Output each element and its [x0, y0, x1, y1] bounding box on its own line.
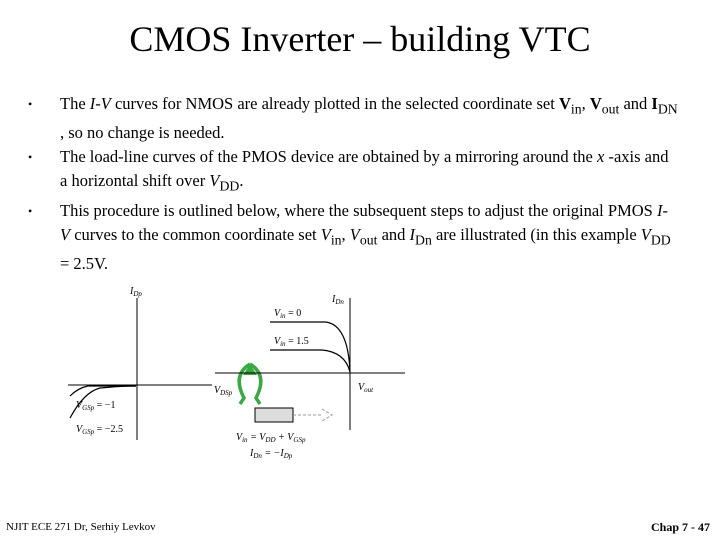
bullet-text: . [239, 171, 244, 191]
bullet-text: , [581, 94, 590, 113]
bullet-text: -axis and a horizontal shift over [60, 147, 669, 191]
bullet-text: V [558, 94, 571, 113]
bullet-text: V [349, 224, 360, 244]
shift-arrow [255, 408, 332, 422]
nmos-panel [215, 294, 405, 430]
mirror-arrow [239, 364, 261, 404]
bullet-text: and [377, 224, 410, 244]
nmos-x-axis-label: $V_{out}$ [358, 382, 374, 394]
bullet-text: curves to the common coordinate set [70, 224, 321, 244]
bullet-text: curves for NMOS are already plotted in the selected coordinate set [110, 94, 559, 113]
bullet-text: I [651, 94, 658, 113]
nmos-curve-label-1: $V_{in} = 0$ [274, 308, 302, 320]
bullet-text: out [601, 101, 620, 117]
bullet-text: x [597, 147, 605, 167]
bullet-text: I-V [89, 94, 111, 113]
nmos-y-axis-label: $I_{Dn}$ [332, 294, 344, 306]
bullet-text: The [60, 94, 90, 113]
footer-credit: NJIT ECE 271 Dr, Serhiy Levkov [6, 521, 156, 533]
bullet-text: DD [219, 178, 240, 194]
bullet-text: This procedure is outlined below, where the subsequent steps to adjust the original PMOS [60, 200, 657, 220]
nmos-curve-label-2: $V_{in} = 1.5$ [274, 336, 309, 348]
bullet-list [28, 92, 678, 276]
bullet-dot: • [28, 203, 33, 218]
slide-title: CMOS Inverter – building VTC [129, 19, 591, 59]
pmos-curve-label-2: $V_{GSp} = -2.5$ [76, 424, 123, 436]
bullet-text: V [320, 224, 331, 244]
bullet-text: , so no change is needed. [60, 123, 225, 143]
bullet-text: are illustrated (in this example [431, 224, 641, 244]
bullet-text: V [589, 94, 602, 113]
bullet-text: The load-line curves of the PMOS device are obtained by a mirroring around the [60, 147, 597, 167]
bullet-text: and [619, 94, 652, 113]
bullet-text: out [359, 231, 378, 247]
page-label: Chap 7 - 47 [650, 520, 710, 534]
bullet-text: in [570, 101, 582, 117]
bullet-text: DD [650, 231, 671, 247]
bullet-text: I-V [60, 200, 668, 244]
bullet-text: , [341, 224, 350, 244]
bullet-text: V [209, 171, 220, 191]
nmos-curve-2 [270, 350, 350, 372]
bullet-item [28, 145, 678, 198]
bullet-text: I [409, 224, 416, 244]
pmos-y-axis-label: $I_{Dp}$ [130, 286, 142, 298]
bullet-text: DN [657, 101, 678, 117]
bullet-text: Dn [415, 231, 432, 247]
bullet-dot: • [28, 150, 33, 165]
pmos-curve-label-1: $V_{GSp} = -1$ [76, 400, 116, 412]
bullet-dot: • [28, 97, 33, 111]
relations [236, 432, 306, 460]
relation-vin: $V_{in} = V_{DD} + V_{GSp}$ [236, 432, 306, 444]
pmos-x-axis-label: $V_{DSp}$ [214, 385, 233, 397]
relation-idn: $I_{Dn} = -I_{Dp}$ [250, 448, 293, 460]
bullet-text: V [640, 224, 651, 244]
bullet-item [28, 199, 678, 276]
bullet-text: in [330, 231, 342, 247]
vtc-diagram [60, 280, 420, 470]
bullet-text: = 2.5V. [60, 253, 108, 273]
bullet-item [28, 92, 678, 145]
pmos-panel [68, 286, 233, 440]
